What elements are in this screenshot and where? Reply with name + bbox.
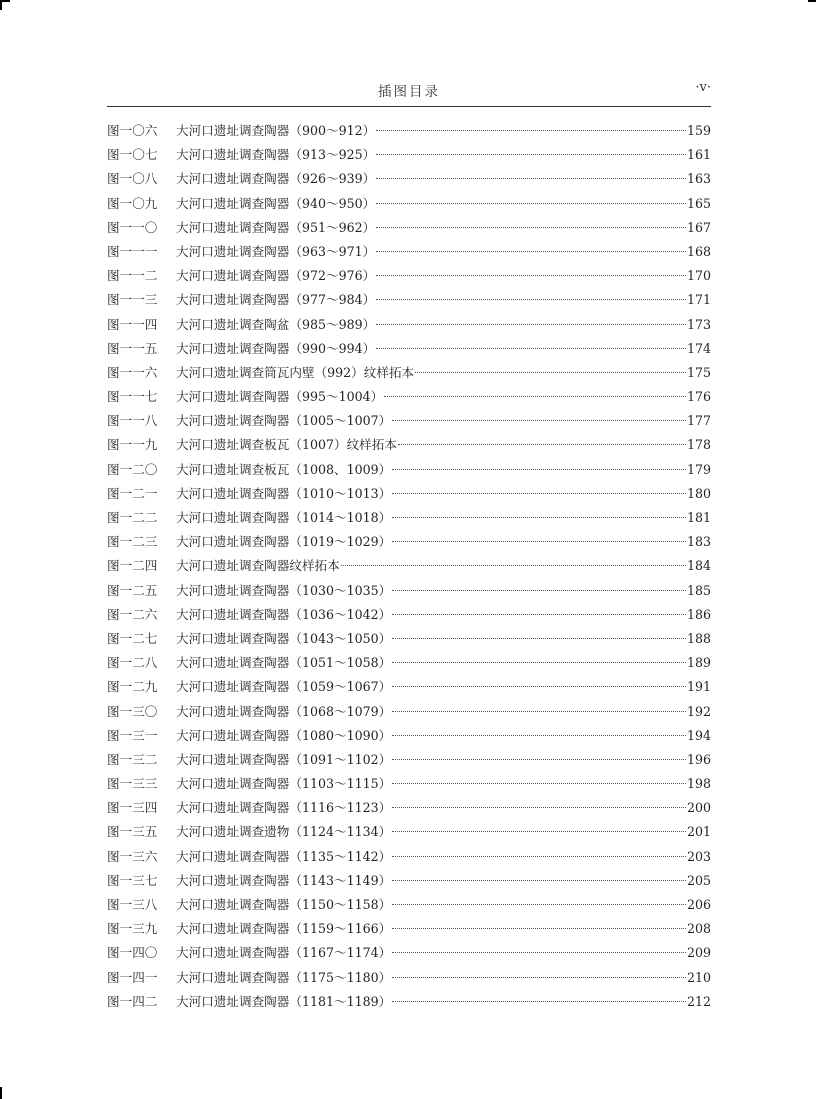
figure-number: 图一〇六 bbox=[107, 123, 158, 138]
page-reference: 210 bbox=[686, 969, 711, 985]
figure-caption: 大河口遗址调查陶器（1159～1166） bbox=[176, 921, 392, 937]
page-reference: 208 bbox=[686, 921, 711, 937]
dot-leader bbox=[415, 372, 686, 373]
dot-leader bbox=[392, 686, 686, 687]
toc-entry[interactable] bbox=[107, 919, 711, 943]
page-reference: 200 bbox=[686, 800, 711, 816]
page-reference: 201 bbox=[686, 824, 711, 840]
toc-entry[interactable] bbox=[107, 290, 711, 314]
dot-leader bbox=[376, 251, 686, 252]
toc-entry[interactable] bbox=[107, 460, 711, 484]
figure-number: 图一二五 bbox=[107, 582, 158, 598]
figure-caption: 大河口遗址调查陶器（913～925） bbox=[176, 147, 376, 163]
toc-entry[interactable] bbox=[107, 653, 711, 677]
toc-entry[interactable] bbox=[107, 121, 711, 145]
dot-leader bbox=[392, 541, 686, 542]
figure-number: 图一一六 bbox=[107, 364, 158, 380]
dot-leader bbox=[392, 928, 686, 929]
dot-leader bbox=[384, 396, 686, 397]
dot-leader bbox=[392, 831, 686, 832]
toc-entry[interactable] bbox=[107, 968, 711, 992]
figure-number: 图一三八 bbox=[107, 897, 158, 912]
figure-caption: 大河口遗址调查陶器（1116～1123） bbox=[176, 800, 392, 816]
figure-caption: 大河口遗址调查陶器（940～950） bbox=[176, 195, 376, 211]
toc-entry[interactable] bbox=[107, 145, 711, 169]
page-reference: 178 bbox=[686, 437, 711, 453]
toc-entry[interactable] bbox=[107, 629, 711, 653]
crop-mark-top-right bbox=[808, 0, 816, 2]
dot-leader bbox=[392, 977, 686, 978]
page-reference: 170 bbox=[686, 268, 711, 284]
toc-entry[interactable] bbox=[107, 194, 711, 218]
figure-number: 图一二九 bbox=[107, 679, 158, 695]
page-reference: 198 bbox=[686, 776, 711, 792]
figure-caption: 大河口遗址调查陶器（951～962） bbox=[176, 219, 376, 235]
page-reference: 184 bbox=[686, 558, 711, 574]
page-reference: 186 bbox=[686, 606, 711, 622]
figure-caption: 大河口遗址调查陶器（1091～1102） bbox=[176, 751, 392, 767]
figure-caption: 大河口遗址调查陶器（963～971） bbox=[176, 243, 376, 259]
figure-number: 图一二二 bbox=[107, 510, 158, 525]
figure-caption: 大河口遗址调查陶器（990～994） bbox=[176, 340, 376, 356]
figure-caption: 大河口遗址调查陶器（1103～1115） bbox=[176, 776, 392, 792]
dot-leader bbox=[392, 759, 686, 760]
dot-leader bbox=[392, 493, 686, 494]
figure-caption: 大河口遗址调查陶器（1005～1007） bbox=[176, 413, 392, 429]
figure-caption: 大河口遗址调查陶器（1068～1079） bbox=[176, 703, 392, 719]
toc-entry[interactable] bbox=[107, 266, 711, 290]
page-reference: 194 bbox=[686, 727, 711, 743]
figure-number: 图一三四 bbox=[107, 800, 158, 816]
dot-leader bbox=[398, 444, 686, 445]
figure-caption: 大河口遗址调查遗物（1124～1134） bbox=[176, 824, 392, 840]
figure-caption: 大河口遗址调查陶器（1030～1035） bbox=[176, 582, 392, 598]
page-reference: 196 bbox=[686, 751, 711, 767]
toc-entry[interactable] bbox=[107, 218, 711, 242]
figure-number: 图一四二 bbox=[107, 993, 158, 1009]
page-reference: 174 bbox=[686, 340, 711, 356]
figure-number: 图一二六 bbox=[107, 606, 158, 622]
dot-leader bbox=[392, 469, 686, 470]
figure-caption: 大河口遗址调查陶器（1036～1042） bbox=[176, 606, 392, 622]
page-reference: 185 bbox=[686, 582, 711, 598]
figure-number: 图一三六 bbox=[107, 848, 158, 864]
page-reference: 183 bbox=[686, 534, 711, 550]
page-reference: 159 bbox=[686, 123, 711, 138]
dot-leader bbox=[376, 130, 686, 131]
toc-entry[interactable] bbox=[107, 315, 711, 339]
page-reference: 205 bbox=[686, 872, 711, 888]
figure-number: 图一一二 bbox=[107, 268, 158, 284]
figure-number: 图一二三 bbox=[107, 534, 158, 550]
figure-list bbox=[107, 121, 711, 1016]
figure-caption: 大河口遗址调查陶器（977～984） bbox=[176, 292, 376, 308]
figure-number: 图一三五 bbox=[107, 824, 158, 840]
page-reference: 181 bbox=[686, 510, 711, 525]
figure-caption: 大河口遗址调查陶器（1080～1090） bbox=[176, 727, 392, 743]
toc-entry[interactable] bbox=[107, 581, 711, 605]
page-reference: 165 bbox=[686, 195, 711, 211]
figure-caption: 大河口遗址调查板瓦（1007）纹样拓本 bbox=[176, 437, 397, 453]
figure-caption: 大河口遗址调查陶器（995～1004） bbox=[176, 389, 384, 405]
figure-number: 图一一一 bbox=[107, 243, 158, 259]
figure-number: 图一一七 bbox=[107, 389, 158, 405]
figure-caption: 大河口遗址调查陶器（972～976） bbox=[176, 268, 376, 284]
dot-leader bbox=[392, 420, 686, 421]
figure-number: 图一二七 bbox=[107, 630, 158, 646]
toc-entry[interactable] bbox=[107, 484, 711, 508]
page-reference: 192 bbox=[686, 703, 711, 719]
figure-number: 图一〇八 bbox=[107, 171, 158, 187]
figure-caption: 大河口遗址调查筒瓦内壁（992）纹样拓本 bbox=[176, 364, 415, 380]
toc-entry[interactable] bbox=[107, 774, 711, 798]
dot-leader bbox=[376, 275, 686, 276]
figure-number: 图一一九 bbox=[107, 437, 158, 453]
toc-entry[interactable] bbox=[107, 387, 711, 411]
page-reference: 171 bbox=[686, 292, 711, 308]
dot-leader bbox=[392, 614, 686, 615]
page-reference: 188 bbox=[686, 630, 711, 646]
dot-leader bbox=[392, 517, 686, 518]
toc-entry[interactable] bbox=[107, 847, 711, 871]
figure-caption: 大河口遗址调查陶器（1135～1142） bbox=[176, 848, 392, 864]
figure-number: 图一一五 bbox=[107, 340, 158, 356]
toc-entry[interactable] bbox=[107, 508, 711, 532]
figure-caption: 大河口遗址调查陶器（1059～1067） bbox=[176, 679, 392, 695]
toc-entry[interactable] bbox=[107, 943, 711, 967]
figure-number: 图一一四 bbox=[107, 316, 158, 332]
toc-entry[interactable] bbox=[107, 435, 711, 459]
page-reference: 189 bbox=[686, 655, 711, 671]
dot-leader bbox=[376, 154, 686, 155]
crop-mark-top-left-horizontal bbox=[0, 0, 10, 2]
figure-number: 图一二四 bbox=[107, 558, 158, 574]
page-reference: 163 bbox=[686, 171, 711, 187]
toc-entry[interactable] bbox=[107, 895, 711, 919]
toc-entry[interactable] bbox=[107, 605, 711, 629]
figure-caption: 大河口遗址调查陶器（1175～1180） bbox=[176, 969, 392, 985]
figure-caption: 大河口遗址调查陶器（1043～1050） bbox=[176, 630, 392, 646]
figure-caption: 大河口遗址调查板瓦（1008、1009） bbox=[176, 461, 392, 477]
toc-entry[interactable] bbox=[107, 411, 711, 435]
figure-number: 图一二一 bbox=[107, 485, 158, 501]
toc-entry[interactable] bbox=[107, 242, 711, 266]
dot-leader bbox=[376, 324, 686, 325]
dot-leader bbox=[392, 590, 686, 591]
dot-leader bbox=[392, 735, 686, 736]
page-reference: 203 bbox=[686, 848, 711, 864]
page-reference: 191 bbox=[686, 679, 711, 695]
figure-caption: 大河口遗址调查陶器（1150～1158） bbox=[176, 897, 392, 912]
toc-entry[interactable] bbox=[107, 556, 711, 580]
figure-caption: 大河口遗址调查陶盆（985～989） bbox=[176, 316, 376, 332]
figure-number: 图一四〇 bbox=[107, 945, 158, 961]
figure-caption: 大河口遗址调查陶器纹样拓本 bbox=[176, 558, 340, 574]
page-reference: 180 bbox=[686, 485, 711, 501]
figure-caption: 大河口遗址调查陶器（1181～1189） bbox=[176, 993, 392, 1009]
toc-entry[interactable] bbox=[107, 726, 711, 750]
dot-leader bbox=[392, 807, 686, 808]
figure-caption: 大河口遗址调查陶器（1167～1174） bbox=[176, 945, 392, 961]
toc-entry[interactable] bbox=[107, 822, 711, 846]
dot-leader bbox=[376, 203, 686, 204]
figure-number: 图一三二 bbox=[107, 751, 158, 767]
page-reference: 161 bbox=[686, 147, 711, 163]
page-reference: 206 bbox=[686, 897, 711, 912]
figure-number: 图一三〇 bbox=[107, 703, 158, 719]
page-reference: 209 bbox=[686, 945, 711, 961]
figure-number: 图一二八 bbox=[107, 655, 158, 671]
toc-entry[interactable] bbox=[107, 871, 711, 895]
figure-caption: 大河口遗址调查陶器（1014～1018） bbox=[176, 510, 392, 525]
dot-leader bbox=[376, 178, 686, 179]
figure-caption: 大河口遗址调查陶器（1143～1149） bbox=[176, 872, 392, 888]
page-reference: 173 bbox=[686, 316, 711, 332]
figure-number: 图一一〇 bbox=[107, 219, 158, 235]
figure-caption: 大河口遗址调查陶器（900～912） bbox=[176, 123, 376, 138]
page-reference: 212 bbox=[686, 993, 711, 1009]
figure-caption: 大河口遗址调查陶器（1010～1013） bbox=[176, 485, 392, 501]
page-reference: 176 bbox=[686, 389, 711, 405]
dot-leader bbox=[392, 952, 686, 953]
figure-number: 图一一三 bbox=[107, 292, 158, 308]
figure-number: 图一〇七 bbox=[107, 147, 158, 163]
toc-entry[interactable] bbox=[107, 992, 711, 1016]
toc-entry[interactable] bbox=[107, 363, 711, 387]
figure-caption: 大河口遗址调查陶器（1051～1058） bbox=[176, 655, 392, 671]
figure-number: 图一三七 bbox=[107, 872, 158, 888]
header-rule bbox=[107, 106, 711, 107]
figure-number: 图一二〇 bbox=[107, 461, 158, 477]
running-header bbox=[107, 80, 711, 102]
toc-entry[interactable] bbox=[107, 677, 711, 701]
dot-leader bbox=[376, 348, 686, 349]
figure-caption: 大河口遗址调查陶器（926～939） bbox=[176, 171, 376, 187]
dot-leader bbox=[341, 565, 686, 566]
page-reference: 167 bbox=[686, 219, 711, 235]
toc-entry[interactable] bbox=[107, 798, 711, 822]
dot-leader bbox=[392, 1001, 686, 1002]
figure-number: 图一三一 bbox=[107, 727, 158, 743]
figure-number: 图一〇九 bbox=[107, 195, 158, 211]
dot-leader bbox=[392, 904, 686, 905]
toc-entry[interactable] bbox=[107, 532, 711, 556]
toc-entry[interactable] bbox=[107, 702, 711, 726]
dot-leader bbox=[392, 662, 686, 663]
page-reference: 175 bbox=[686, 364, 711, 380]
toc-entry[interactable] bbox=[107, 169, 711, 193]
page-reference: 177 bbox=[686, 413, 711, 429]
toc-entry[interactable] bbox=[107, 750, 711, 774]
figure-number: 图一四一 bbox=[107, 969, 158, 985]
page-reference: 179 bbox=[686, 461, 711, 477]
dot-leader bbox=[392, 783, 686, 784]
crop-mark-bottom-left bbox=[0, 1087, 2, 1099]
dot-leader bbox=[376, 227, 686, 228]
figure-number: 图一三三 bbox=[107, 776, 158, 792]
page-reference: 168 bbox=[686, 243, 711, 259]
toc-entry[interactable] bbox=[107, 339, 711, 363]
dot-leader bbox=[392, 711, 686, 712]
dot-leader bbox=[376, 299, 686, 300]
dot-leader bbox=[392, 880, 686, 881]
dot-leader bbox=[392, 856, 686, 857]
figure-caption: 大河口遗址调查陶器（1019～1029） bbox=[176, 534, 392, 550]
figure-number: 图一一八 bbox=[107, 413, 158, 429]
running-header-title: 插图目录 bbox=[378, 84, 440, 100]
dot-leader bbox=[392, 638, 686, 639]
page-number: ·v· bbox=[695, 80, 711, 95]
figure-number: 图一三九 bbox=[107, 921, 158, 937]
